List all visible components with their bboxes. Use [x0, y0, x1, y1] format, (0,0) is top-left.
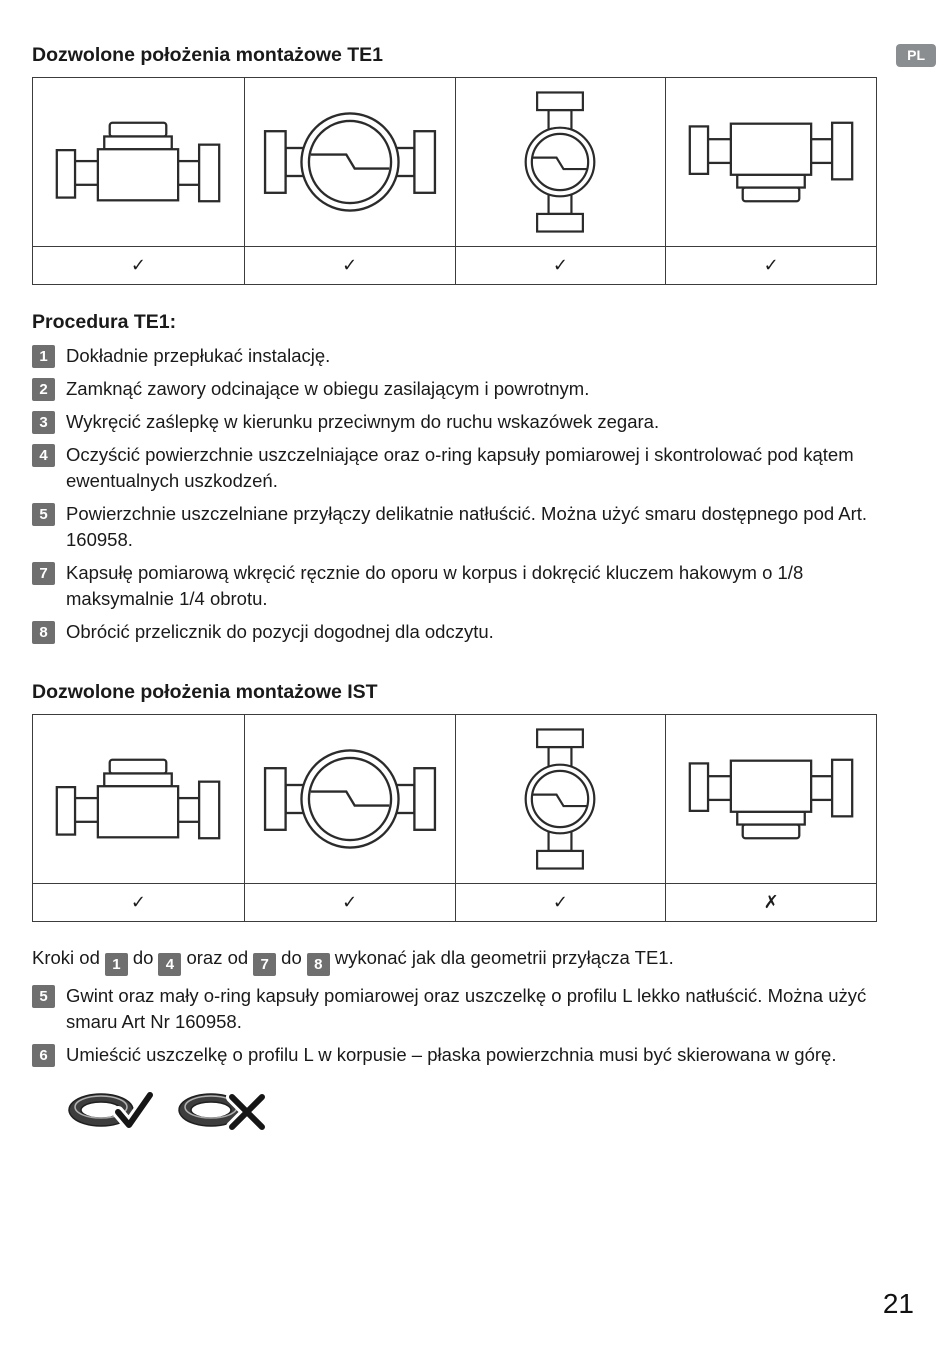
step-number-badge: 2 — [32, 378, 55, 401]
step-number-badge: 1 — [105, 953, 128, 976]
te1-diagram-inverted — [665, 78, 876, 246]
seal-incorrect-icon — [176, 1084, 276, 1136]
procedure-te1-heading: Procedura TE1: — [32, 311, 177, 333]
step-number-badge: 4 — [32, 444, 55, 467]
meter-side-view-icon — [42, 110, 234, 214]
ist-step-5 — [32, 983, 908, 1035]
ist-positions-heading: Dozwolone położenia montażowe IST — [32, 681, 378, 703]
ist-position-allowed-mark: ✓ — [33, 883, 244, 921]
procedure-ist-steps — [32, 983, 908, 1068]
ist-position-allowed-mark: ✓ — [455, 883, 666, 921]
te1-positions-heading: Dozwolone położenia montażowe TE1 — [32, 44, 384, 66]
meter-face-view-icon — [252, 92, 448, 232]
language-badge: PL — [896, 44, 936, 67]
meter-inverted-icon — [675, 747, 867, 851]
step-number-badge: 7 — [253, 953, 276, 976]
step-text: Obrócić przelicznik do pozycji dogodnej dla odczytu. — [66, 621, 494, 642]
te1-step-4 — [32, 442, 908, 494]
kroki-text: oraz od — [186, 947, 249, 968]
ist-diagram-horizontal — [33, 715, 244, 883]
procedure-te1-steps — [32, 343, 908, 645]
step-number-badge: 4 — [158, 953, 181, 976]
step-number-badge: 1 — [32, 345, 55, 368]
kroki-text: wykonać jak dla geometrii przyłącza TE1. — [334, 947, 674, 968]
te1-step-7 — [32, 560, 908, 612]
step-number-badge: 5 — [32, 985, 55, 1008]
ist-positions-table — [32, 714, 877, 922]
step-text: Zamknąć zawory odcinające w obiegu zasilającym i powrotnym. — [66, 378, 590, 399]
step-number-badge: 8 — [307, 953, 330, 976]
step-text: Oczyścić powierzchnie uszczelniające oraz o-ring kapsuły pomiarowej i skontrolować pod kątem ewentualnych uszkodzeń. — [66, 444, 854, 491]
kroki-text: do — [281, 947, 302, 968]
te1-diagram-horizontal — [33, 78, 244, 246]
ist-diagram-inverted — [665, 715, 876, 883]
ist-position-disallowed-mark: ✗ — [665, 883, 876, 921]
te1-diagram-vertical — [455, 78, 666, 246]
te1-position-allowed-mark: ✓ — [33, 246, 244, 284]
step-text: Dokładnie przepłukać instalację. — [66, 345, 331, 366]
step-number-badge: 5 — [32, 503, 55, 526]
step-number-badge: 3 — [32, 411, 55, 434]
te1-step-1 — [32, 343, 908, 369]
te1-positions-table — [32, 77, 877, 285]
step-number-badge: 7 — [32, 562, 55, 585]
step-text: Gwint oraz mały o-ring kapsuły pomiarowej oraz uszczelkę o profilu L lekko natłuścić. Można użyć smaru Art Nr 160958. — [66, 985, 867, 1032]
te1-position-allowed-mark: ✓ — [244, 246, 455, 284]
meter-vertical-icon — [472, 87, 648, 237]
meter-vertical-icon — [472, 724, 648, 874]
te1-position-allowed-mark: ✓ — [455, 246, 666, 284]
step-text: Wykręcić zaślepkę w kierunku przeciwnym do ruchu wskazówek zegara. — [66, 411, 660, 432]
step-text: Kapsułę pomiarową wkręcić ręcznie do oporu w korpus i dokręcić kluczem hakowym o 1/8 maksymalnie 1/4 obrotu. — [66, 562, 804, 609]
page-number: 21 — [882, 1288, 914, 1319]
seal-orientation-examples — [66, 1084, 950, 1136]
meter-face-view-icon — [252, 729, 448, 869]
meter-inverted-icon — [675, 110, 867, 214]
te1-diagram-face — [244, 78, 455, 246]
step-text: Umieścić uszczelkę o profilu L w korpusie – płaska powierzchnia musi być skierowana w górę. — [66, 1044, 837, 1065]
step-number-badge: 6 — [32, 1044, 55, 1067]
step-number-badge: 8 — [32, 621, 55, 644]
step-text: Powierzchnie uszczelniane przyłączy delikatnie natłuścić. Można użyć smaru dostępnego pod Art. 160958. — [66, 503, 868, 550]
te1-step-3 — [32, 409, 908, 435]
ist-diagram-face — [244, 715, 455, 883]
te1-position-allowed-mark: ✓ — [665, 246, 876, 284]
meter-side-view-icon — [42, 747, 234, 851]
seal-correct-icon — [66, 1084, 166, 1136]
ist-kroki-note — [32, 944, 908, 976]
te1-step-2 — [32, 376, 908, 402]
te1-step-8 — [32, 619, 908, 645]
kroki-text: do — [132, 947, 154, 968]
ist-step-6 — [32, 1042, 908, 1068]
ist-diagram-vertical — [455, 715, 666, 883]
kroki-text: Kroki od — [32, 947, 100, 968]
te1-step-5 — [32, 501, 908, 553]
ist-position-allowed-mark: ✓ — [244, 883, 455, 921]
